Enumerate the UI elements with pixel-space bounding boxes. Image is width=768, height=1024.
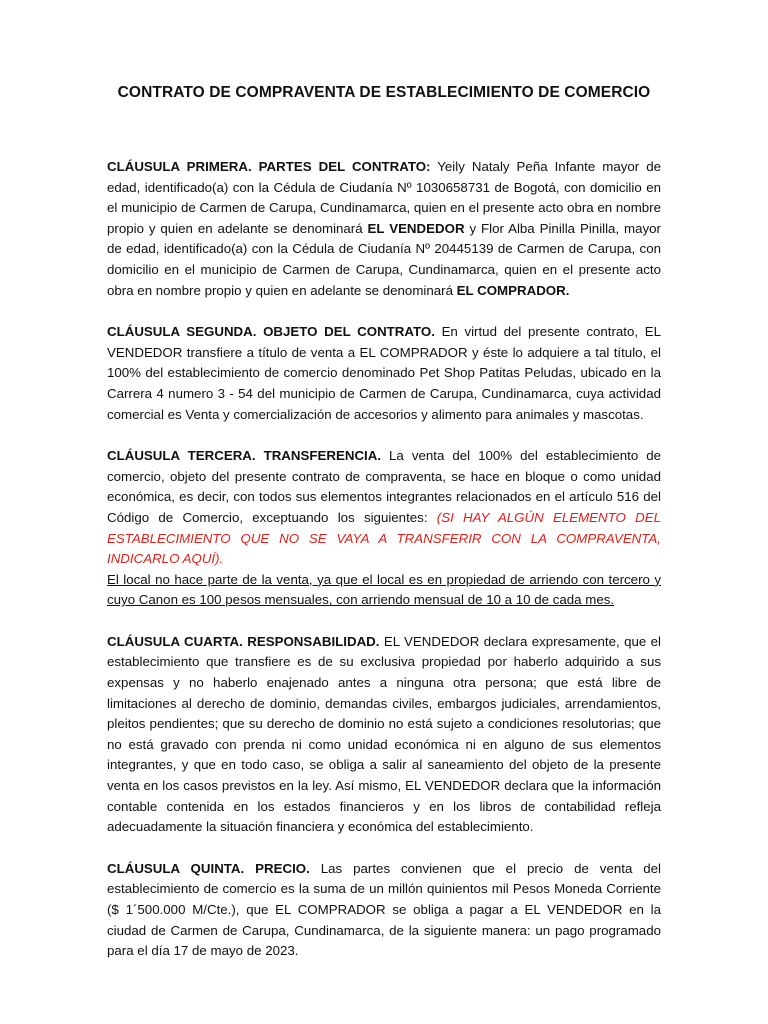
clause-quinta [107, 859, 661, 962]
clause-text: La venta del 100% del establecimiento de comercio, objeto del presente contrato de compraventa, se hace en bloque o como unidad económica, es decir, con todos sus elementos integrantes relacionados en el artículo 516 del Código de Comercio, exceptuando los siguientes: [107, 448, 661, 525]
clause-heading: CLÁUSULA TERCERA. TRANSFERENCIA. [107, 448, 382, 464]
clause-text: Las partes convienen que el precio de venta del establecimiento de comercio es la suma de un millón quinientos mil Pesos Moneda Corriente ($ 1´500.000 M/Cte.), que EL COMPRADOR se obliga a pagar a EL VENDEDOR en la ciudad de Carmen de Carupa, Cundinamarca, de la siguiente manera: un pago programado para el día 17 de mayo de 2023. [107, 860, 662, 959]
exception-text: El local no hace parte de la venta, ya que el local es en propiedad de arriendo con tercero y cuyo Canon es 100 pesos mensuales, con arriendo mensual de 10 a 10 de cada mes. [107, 571, 661, 608]
document-title: CONTRATO DE COMPRAVENTA DE ESTABLECIMIENTO DE COMERCIO [117, 84, 651, 101]
clause-heading: CLÁUSULA QUINTA. PRECIO. [107, 860, 310, 876]
seller-term: EL VENDEDOR [367, 220, 465, 236]
instruction-note: (SI HAY ALGÚN ELEMENTO DEL ESTABLECIMIENTO QUE NO SE VAYA A TRANSFERIR CON LA COMPRAVENTA, INDICARLO AQUÍ). [107, 509, 661, 567]
clause-text: En virtud del presente contrato, EL VENDEDOR transfiere a título de venta a EL COMPRADOR y éste lo adquiere a tal título, el 100% del establecimiento de comercio denominado Pet Shop Patitas Peludas, ubicado en la Carrera 4 numero 3 - 54 del municipio de Carmen de Carupa, Cundinamarca, cuya actividad comercial es Venta y comercialización de accesorios y alimento para animales y mascotas. [107, 324, 661, 422]
clause-heading: CLÁUSULA CUARTA. RESPONSABILIDAD. [107, 633, 380, 649]
clause-cuarta [107, 632, 661, 838]
clause-segunda [107, 322, 661, 425]
buyer-term: EL COMPRADOR. [456, 282, 570, 298]
clause-heading: CLÁUSULA PRIMERA. PARTES DEL CONTRATO: [107, 159, 431, 174]
clause-primera [107, 157, 661, 301]
clause-text: y Flor Alba Pinilla Pinilla, mayor de edad, identificado(a) con la Cédula de Ciudanía Nº 20445139 de Carmen de Carupa, con domicilio en el municipio de Carmen de Carupa, Cundinamarca, quien en el presente acto obra en nombre propio y quien en adelante se denominará [107, 220, 661, 298]
clause-heading: CLÁUSULA SEGUNDA. OBJETO DEL CONTRATO. [107, 324, 435, 340]
clause-text: EL VENDEDOR declara expresamente, que el establecimiento que transfiere es de su exclusiva propiedad por haberlo adquirido a sus expensas y no haberlo enajenado antes a ninguna otra persona; que está libre de limitaciones al derecho de dominio, demandas civiles, embargos judiciales, arrendamientos, pleitos pendientes; que su derecho de dominio no está sujeto a condiciones resolutorias; que no está gravado con prenda ni como unidad económica ni en alguno de sus elementos integrantes, y que en todo caso, se obliga a salir al saneamiento del objeto de la presente venta en los casos previstos en la ley. Así mismo, EL VENDEDOR declara que la información contable contenida en los estados financieros y en los libros de contabilidad refleja adecuadamente la situación financiera y económica del establecimiento. [107, 633, 661, 835]
clause-text: Yeily Nataly Peña Infante mayor de edad, identificado(a) con la Cédula de Ciudanía Nº 1030658731 de Bogotá, con domicilio en el municipio de Carmen de Carupa, Cundinamarca, quien en el presente acto obra en nombre propio y quien en adelante se denominará [107, 159, 662, 236]
clause-tercera [107, 446, 661, 611]
